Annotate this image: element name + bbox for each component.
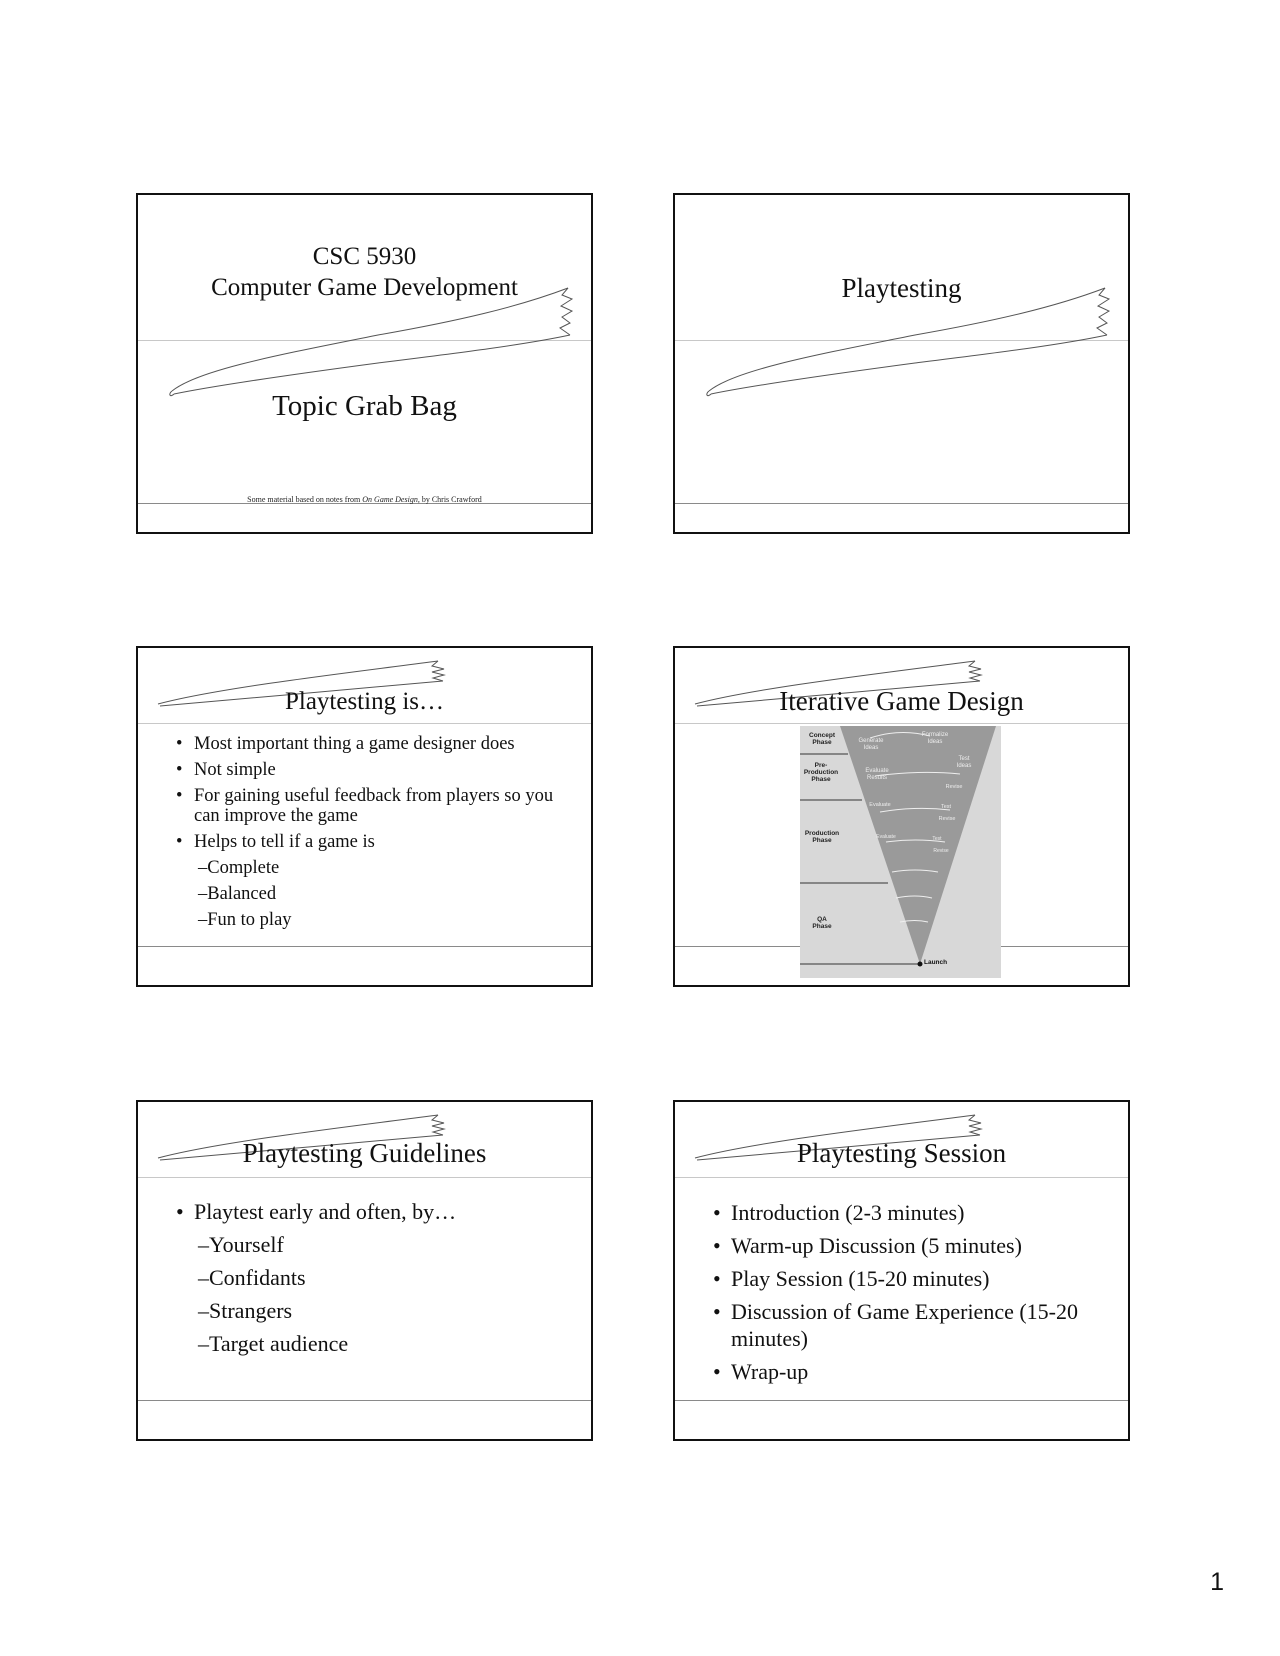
sub-list-item: –Strangers — [198, 1298, 293, 1323]
list-item: • Introduction (2-3 minutes) — [713, 1199, 1108, 1226]
slide-topic: Topic Grab Bag — [272, 390, 457, 422]
launch-label: Launch — [924, 959, 948, 966]
slide-title: Iterative Game Design — [779, 686, 1024, 716]
phase-label: Pre-Production Phase — [803, 762, 839, 783]
step-label: Test Ideas — [956, 756, 972, 769]
slide-5-playtesting-guidelines — [136, 1100, 593, 1441]
slide-6-playtesting-session — [673, 1100, 1130, 1441]
list-item: • Not simple — [176, 760, 576, 780]
slide-3-playtesting-is — [136, 646, 593, 987]
bullet-list — [713, 1199, 1108, 1391]
phase-label: Production Phase — [804, 830, 840, 844]
credit-book-title: On Game Design — [362, 495, 418, 504]
step-label: Revise — [938, 816, 956, 822]
list-item: • Play Session (15-20 minutes) — [713, 1265, 1108, 1292]
credit-suffix: , by Chris Crawford — [417, 495, 482, 504]
divider-line — [675, 723, 1128, 724]
slide-4-iterative-game-design — [673, 646, 1130, 987]
divider-line — [138, 723, 591, 724]
bullet-list — [176, 734, 576, 936]
step-label: Generate Ideas — [858, 738, 884, 751]
list-item: • Helps to tell if a game is — [176, 832, 576, 852]
slide-title: Playtesting Session — [796, 1138, 1007, 1168]
course-code: CSC 5930 — [312, 243, 417, 270]
swoosh-decoration — [675, 195, 1130, 534]
step-label: Formalize Ideas — [921, 732, 949, 745]
list-item: • For gaining useful feedback from players so you can improve the game — [176, 786, 576, 826]
step-label: Revise — [933, 848, 949, 854]
list-item: • Warm-up Discussion (5 minutes) — [713, 1232, 1108, 1259]
list-item: • Wrap-up — [713, 1358, 1108, 1385]
sub-list-item: –Confidants — [198, 1265, 306, 1290]
slide-title: Playtesting — [841, 273, 962, 303]
list-item: • Discussion of Game Experience (15-20 minutes) — [713, 1298, 1108, 1352]
slide-1-title — [136, 193, 593, 534]
slide-title: Playtesting is… — [284, 688, 445, 715]
phase-label: Concept Phase — [809, 732, 835, 746]
sub-list-item: –Balanced — [198, 884, 277, 904]
slide-2-playtesting — [673, 193, 1130, 534]
divider-line — [138, 340, 591, 341]
divider-line — [675, 503, 1128, 504]
step-label: Revise — [945, 784, 963, 790]
step-label: Evaluate — [876, 834, 896, 840]
divider-line — [675, 1400, 1128, 1401]
iterative-design-funnel-diagram — [800, 726, 1001, 978]
divider-line — [675, 340, 1128, 341]
step-label: Test — [932, 836, 942, 842]
slide-title: Playtesting Guidelines — [242, 1138, 487, 1168]
course-title: Computer Game Development — [211, 274, 518, 301]
sub-list-item: –Complete — [198, 858, 280, 878]
bullet-list — [176, 1198, 576, 1363]
sub-list-item: –Target audience — [198, 1331, 349, 1356]
list-item: • Playtest early and often, by… — [176, 1198, 576, 1226]
step-label: Evaluate Results — [865, 768, 889, 781]
step-label: Test — [940, 804, 952, 810]
step-label: Evaluate — [869, 802, 891, 808]
list-item: • Most important thing a game designer does — [176, 734, 576, 754]
credit-prefix: Some material based on notes from — [247, 495, 363, 504]
sub-list-item: –Yourself — [198, 1232, 284, 1257]
phase-label: QA Phase — [812, 916, 832, 930]
divider-line — [138, 946, 591, 947]
divider-line — [675, 1177, 1128, 1178]
sub-list-item: –Fun to play — [198, 910, 292, 930]
page-number: 1 — [1210, 1568, 1224, 1596]
credit-note — [138, 495, 591, 504]
divider-line — [138, 1177, 591, 1178]
divider-line — [138, 1400, 591, 1401]
